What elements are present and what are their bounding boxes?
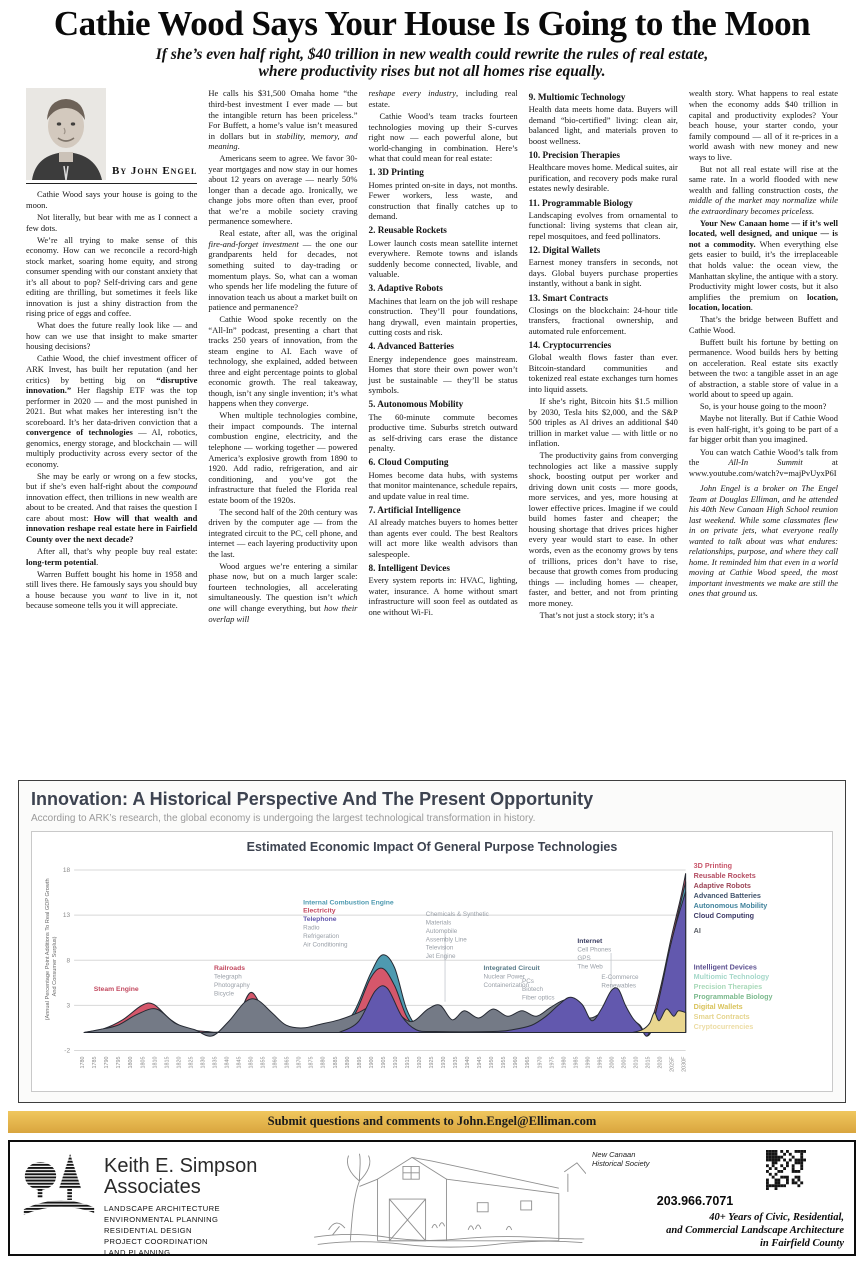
x-tick-label: 1805 bbox=[140, 1056, 147, 1070]
paragraph: Landscaping evolves from ornamental to functional: living systems that clean air, repel mosquitoes, and feed pollinators. bbox=[528, 209, 678, 241]
paragraph: But not all real estate will rise at the same rate. In a world flooded with new wealth and falling construction costs, the middle of the market may normalize while the extraordinary becomes priceless. bbox=[688, 163, 838, 216]
x-tick-label: 1870 bbox=[296, 1056, 303, 1070]
paragraph: Wood argues we’re entering a similar phase now, but on a much larger scale: fourteen technologies, all accelerating simultaneously. The question isn’t which one will change everything, but how their overlap will bbox=[208, 560, 358, 624]
legend-item: Advanced Batteries bbox=[693, 891, 761, 901]
paragraph: The productivity gains from converging technologies act like a massive supply shock, boosting output per worker and driving down unit costs — more goods, more services, and yes, more housing at lower effective prices. Imagine if we could build homes faster and cheaper; the housing shortage that drives prices higher every year would start to ease. In other words, even as the economy grows by tens of trillions, prices don’t have to rise, because that growth comes from producing things — including homes — cheaper, faster, and better, and not from printing more money. bbox=[528, 450, 678, 608]
y-tick-label: 8 bbox=[66, 957, 71, 965]
innovation-chart-section bbox=[18, 780, 846, 1103]
service-item: ENVIRONMENTAL PLANNING bbox=[104, 1215, 219, 1225]
plot-box bbox=[31, 831, 833, 1092]
chart-annotation: Radio bbox=[303, 925, 320, 933]
chart-annotation: Internet bbox=[577, 938, 603, 946]
x-tick-label: 1955 bbox=[501, 1056, 508, 1070]
x-tick-label: 1790 bbox=[104, 1056, 111, 1070]
email-link[interactable]: John.Engel@Elliman.com bbox=[456, 1114, 597, 1129]
paragraph: You can watch Cathie Wood’s talk from the All-In Summit at www.youtube.com/watch?v=majPvUyxP6I bbox=[688, 446, 838, 478]
legend-item: Precision Therapies bbox=[693, 982, 763, 992]
chart-annotation: Chemicals & Synthetic bbox=[425, 911, 489, 919]
landscape-logo-icon bbox=[22, 1148, 96, 1226]
gpt-impact-area-chart bbox=[36, 854, 828, 1091]
chart-annotation: Internal Combustion Engine bbox=[303, 899, 394, 907]
paragraph: Global wealth flows faster than ever. Bitcoin-standard communities and tokenized real estate exchanges turn homes into liquid assets. bbox=[528, 352, 678, 394]
x-tick-label: 2020 bbox=[657, 1056, 664, 1070]
chart-section-title: Innovation: A Historical Perspective And The Present Opportunity bbox=[31, 789, 594, 810]
caption-line2: Historical Society bbox=[592, 1159, 650, 1169]
paragraph: After all, that’s why people buy real estate: long-term potential. bbox=[26, 546, 198, 567]
caption-line1: New Canaan bbox=[592, 1150, 636, 1160]
chart-annotation: E-Commerce bbox=[601, 974, 639, 982]
phone-number[interactable]: 203.966.7071 bbox=[656, 1194, 734, 1209]
paragraph: wealth story. What happens to real estate when the economy adds $40 trillion in capital and productivity explodes? Your beach house, your starter condo, your family compound — all of it re-prices in a world awash with new money and new ways to live. bbox=[688, 88, 838, 162]
x-tick-label: 2025F bbox=[669, 1056, 676, 1073]
advertiser-contact bbox=[592, 1148, 844, 1250]
chart-annotation: PCs bbox=[522, 978, 534, 986]
list-item-heading: 12. Digital Wallets bbox=[528, 245, 601, 255]
paragraph: John Engel is a broker on The Engel Team at Douglas Elliman, and he attended his 40th New Canaan High School reunion last weekend. While some classmates flew in on private jets, what everyone really wanted to talk about was what endures: relationships, purpose, and where they call home. It reminded him that even in a world moving at Cathie Wood speed, the most important investments we make are still the ones that ground us. bbox=[688, 483, 838, 599]
chart-annotation: Materials bbox=[425, 919, 452, 927]
y-tick-label: 13 bbox=[62, 912, 71, 920]
legend-item: Autonomous Mobility bbox=[693, 901, 768, 911]
paragraph: What does the future really look like — and how can we use that insight to make smarter housing decisions? bbox=[26, 320, 198, 352]
x-tick-label: 1800 bbox=[128, 1056, 135, 1070]
byline-block bbox=[26, 88, 197, 184]
page-title: Cathie Wood Says Your House Is Going to the Moon bbox=[53, 4, 811, 43]
x-tick-label: 1925 bbox=[429, 1056, 436, 1070]
x-tick-label: 1810 bbox=[152, 1056, 159, 1070]
list-item-heading: 2. Reusable Rockets bbox=[368, 225, 447, 236]
legend-item: Cryptocurrencies bbox=[693, 1022, 754, 1032]
x-tick-label: 1985 bbox=[573, 1056, 580, 1070]
article-column-2 bbox=[208, 88, 357, 776]
x-tick-label: 1995 bbox=[597, 1056, 604, 1070]
legend-item: AI bbox=[693, 926, 701, 936]
chart-annotation: Railroads bbox=[214, 965, 246, 973]
article-body bbox=[26, 88, 838, 776]
paragraph: AI already matches buyers to homes better than agents ever could. The best Realtors will act more like wealth advisors than salespeople. bbox=[368, 517, 518, 559]
article-column-5 bbox=[689, 88, 838, 776]
paragraph: Lower launch costs mean satellite internet everywhere. Remote towns and islands suddenly become connected, livable, and valuable. bbox=[368, 237, 518, 280]
paragraph: Real estate, after all, was the original fire-and-forget investment — the one our grandparents held for decades, not something suited to day-trading or momentum plays. So, what can a woman who spends her life modeling the future of innovation teach us about a market built on patience and permanence? bbox=[208, 228, 358, 313]
paragraph: Closings on the blockchain: 24-hour title transfers, fractional ownership, and automated rule enforcement. bbox=[528, 304, 678, 336]
paragraph: Cathie Wood says your house is going to the moon. bbox=[26, 189, 198, 210]
chart-annotation: Telephone bbox=[303, 916, 337, 924]
x-tick-label: 1915 bbox=[404, 1056, 411, 1070]
paragraph: That’s not just a stock story; it’s a bbox=[539, 609, 655, 620]
y-axis-label-line2: And Consumer Surplus) bbox=[52, 936, 59, 997]
paragraph: Cathie Wood, the chief investment officer of ARK Invest, has built her reputation (and her critics) by betting big on “disruptive innovation.” Her flagship ETF was the top performer in 2020 — and the most punished in 2021. But what makes her interesting isn’t the scoreboard. It’s her data-driven conviction that a convergence of technologies — AI, robotics, genomics, energy storage, and blockchain — will multiply productivity across every sector of the economy. bbox=[26, 353, 198, 469]
x-tick-label: 1855 bbox=[260, 1056, 267, 1070]
legend-item: 3D Printing bbox=[693, 861, 733, 871]
list-item-heading: 5. Autonomous Mobility bbox=[368, 399, 464, 410]
x-tick-label: 1935 bbox=[453, 1056, 460, 1070]
x-tick-label: 1845 bbox=[236, 1056, 243, 1070]
article-column-3 bbox=[369, 88, 518, 776]
chart-annotation: Assembly Line bbox=[425, 936, 467, 944]
list-item-heading: 4. Advanced Batteries bbox=[368, 341, 455, 352]
x-tick-label: 1940 bbox=[465, 1056, 472, 1070]
legend-item: Cloud Computing bbox=[693, 911, 755, 921]
x-tick-label: 1945 bbox=[477, 1056, 484, 1070]
chart-annotation: GPS bbox=[577, 955, 591, 963]
x-tick-label: 1920 bbox=[416, 1056, 423, 1070]
x-tick-label: 1910 bbox=[392, 1056, 399, 1070]
paragraph: So, is your house going to the moon? bbox=[699, 401, 827, 412]
legend-item: Intelligent Devices bbox=[693, 962, 757, 972]
service-item: LAND PLANNING bbox=[104, 1248, 171, 1258]
x-tick-label: 2010 bbox=[633, 1056, 640, 1070]
x-tick-label: 1970 bbox=[537, 1056, 544, 1070]
x-tick-label: 1980 bbox=[561, 1056, 568, 1070]
x-tick-label: 1830 bbox=[200, 1056, 207, 1070]
contact-banner bbox=[8, 1111, 856, 1133]
list-item-heading: 6. Cloud Computing bbox=[368, 457, 449, 468]
tagline-line3: in Fairfield County bbox=[759, 1238, 844, 1250]
legend-item: Multiomic Technology bbox=[693, 972, 770, 982]
banner-text: Submit questions and comments to bbox=[267, 1114, 457, 1129]
x-tick-label: 1820 bbox=[176, 1056, 183, 1070]
x-tick-label: 1960 bbox=[513, 1056, 520, 1070]
chart-annotation: Air Conditioning bbox=[303, 941, 348, 949]
paragraph: Healthcare moves home. Medical suites, air purification, and recovery pods make rural estates newly desirable. bbox=[528, 162, 678, 194]
tagline-line1: 40+ Years of Civic, Residential, bbox=[709, 1212, 844, 1224]
paragraph: Homes printed on-site in days, not months. Fewer workers, less waste, and construction that finally catches up to demand. bbox=[368, 179, 518, 222]
x-tick-label: 1895 bbox=[356, 1056, 363, 1070]
paragraph: Maybe not literally. But if Cathie Wood is even half-right, it’s going to be part of a far bigger orbit than you imagined. bbox=[688, 413, 838, 445]
paragraph: Earnest money transfers in seconds, not days. Global buyers purchase properties instantly, without a bank in sight. bbox=[528, 257, 678, 289]
paragraph: The 60-minute commute becomes productive time. Suburbs stretch outward as self-driving cars erase the distance penalty. bbox=[368, 411, 518, 454]
x-tick-label: 1825 bbox=[188, 1056, 195, 1070]
paragraph: Cathie Wood spoke recently on the “All-In” podcast, presenting a chart that tracks 250 years of innovation, from the steam engine to AI. Each wave of technology, she explained, added between three and eight percentage points to global economic growth. The real takeaway, though, isn’t any single invention; it’s what happens when they converge. bbox=[208, 314, 358, 409]
services-list bbox=[104, 1203, 257, 1258]
chart-annotation: Telegraph bbox=[214, 974, 242, 982]
chart-annotation: Steam Engine bbox=[93, 986, 139, 994]
x-tick-label: 1965 bbox=[525, 1056, 532, 1070]
x-tick-label: 1880 bbox=[320, 1056, 327, 1070]
paragraph: Buffett built his fortune by betting on permanence. Wood builds hers by betting on acceleration. Real estate sits exactly between the two: a tangible asset in an age of abstraction, a stable store of value in a world about to speed up again. bbox=[688, 336, 838, 400]
chart-annotation: Bicycle bbox=[214, 990, 235, 998]
y-tick-label: 3 bbox=[66, 1002, 71, 1010]
sketch-caption bbox=[592, 1150, 672, 1168]
x-tick-label: 1785 bbox=[92, 1056, 99, 1070]
paragraph: She may be early or wrong on a few stocks, but if she’s even half-right about the compound innovation effect, then trillions in new wealth are about to be created. And that raises the question I care about most: How will that wealth and innovation reshape real estate here in Fairfield County over the next decade? bbox=[26, 470, 198, 544]
paragraph: He calls his $31,500 Omaha home “the third-best investment I ever made — but the intangible return has been priceless.” For Buffett, a home’s value isn’t measured in dollars but in stability, memory, and meaning. bbox=[208, 88, 358, 152]
x-tick-label: 1865 bbox=[284, 1056, 291, 1070]
x-tick-label: 1875 bbox=[308, 1056, 315, 1070]
advertiser-identity bbox=[22, 1148, 290, 1258]
legend-item: Adaptive Robots bbox=[693, 881, 751, 891]
list-item-heading: 13. Smart Contracts bbox=[528, 292, 609, 303]
company-name-line2: Associates bbox=[104, 1176, 201, 1199]
legend-item: Programmable Biology bbox=[693, 992, 773, 1002]
byline: By John Engel bbox=[112, 164, 198, 177]
article-column-1 bbox=[26, 88, 197, 776]
y-tick-label: -2 bbox=[64, 1047, 71, 1055]
subtitle-line-2: where productivity rises but not all homes rise equally. bbox=[258, 63, 606, 81]
qr-code-icon bbox=[766, 1150, 806, 1190]
advertiser-footer bbox=[8, 1140, 856, 1256]
x-tick-label: 1840 bbox=[224, 1056, 231, 1070]
x-tick-label: 1890 bbox=[344, 1056, 351, 1070]
service-item: PROJECT COORDINATION bbox=[104, 1237, 208, 1247]
x-tick-label: 2015 bbox=[645, 1056, 652, 1070]
company-name-line1: Keith E. Simpson bbox=[104, 1155, 258, 1178]
chart-annotation: Biotech bbox=[522, 986, 544, 994]
x-tick-label: 1795 bbox=[116, 1056, 123, 1070]
chart-annotation: Nuclear Power bbox=[483, 974, 525, 982]
paragraph: Health data meets home data. Buyers will demand “bio-certified” living: clean air, balanced light, and materials proven to boost wellness. bbox=[528, 104, 678, 146]
author-portrait bbox=[26, 88, 106, 180]
article-column-4 bbox=[529, 88, 678, 776]
service-item: LANDSCAPE ARCHITECTURE bbox=[104, 1204, 220, 1214]
chart-annotation: Television bbox=[425, 945, 454, 953]
service-item: RESIDENTIAL DESIGN bbox=[104, 1226, 192, 1236]
paragraph: If she’s right, Bitcoin hits $1.5 million by 2030, Tesla hits $2,000, and the S&P 500 triples as AI drives an additional $40 trillion in market value — with little or no inflation. bbox=[528, 396, 678, 449]
chart-annotation: Integrated Circuit bbox=[483, 965, 540, 973]
paragraph: When multiple technologies combine, their impact compounds. The internal combustion engine, electricity, and the telephone — working together — powered America’s explosive growth from 1890 to 1920. Add radio, refrigeration, and air conditioning, and you’ve got the infrastructure that fueled the Florida real estate boom of the 1920s. bbox=[208, 410, 358, 505]
subtitle-line-1: If she’s even half right, $40 trillion in new wealth could rewrite the rules of real estate, bbox=[155, 45, 709, 63]
legend-item: Reusable Rockets bbox=[693, 871, 756, 881]
chart-annotation: Refrigeration bbox=[303, 933, 340, 941]
tagline bbox=[592, 1211, 844, 1250]
x-tick-label: 1900 bbox=[368, 1056, 375, 1070]
paragraph: Homes become data hubs, with systems that monitor maintenance, schedule repairs, and update value in real time. bbox=[368, 469, 518, 501]
y-axis-label-line1: (Annual Percentage Point Additions To Real GDP Growth bbox=[45, 878, 52, 1021]
x-tick-label: 1860 bbox=[272, 1056, 279, 1070]
x-tick-label: 1780 bbox=[80, 1056, 87, 1070]
legend-item: Digital Wallets bbox=[693, 1002, 743, 1012]
x-tick-label: 1975 bbox=[549, 1056, 556, 1070]
paragraph: Americans seem to agree. We favor 30-year mortgages and now stay in our homes about 12 years on average — nearly 50% longer than a decade ago. Ironically, we change jobs more often than ever, proof that we’re a mobile society craving permanence somewhere. bbox=[208, 153, 358, 227]
x-tick-label: 2005 bbox=[621, 1056, 628, 1070]
x-tick-label: 2030F bbox=[681, 1056, 688, 1073]
paragraph: Your New Canaan home — if it’s well located, well designed, and unique — is not a commodity. When everything else gets easier to build, it’s the irreplaceable that holds value: the ocean view, the Manhattan skyline, the antique with a story. Productivity might lower costs, but it also amplifies the premium on location, location, location. bbox=[688, 217, 838, 313]
chart-section-subtitle: According to ARK’s research, the global economy is undergoing the largest technological transformation in history. bbox=[31, 813, 536, 825]
x-tick-label: 1950 bbox=[489, 1056, 496, 1070]
paragraph: Not literally, but bear with me as I connect a few dots. bbox=[26, 212, 198, 233]
paragraph: We’re all trying to make sense of this economy. How can we reconcile a record-high stock market, soaring home equity, and strong consumer spending with our constant anxiety that it’s all about to pop? Self-driving cars and gene editing are thrilling, but sometimes it feels like innovation is just a shiny distraction from the rising price of eggs and coffee. bbox=[26, 234, 198, 319]
chart-annotation: Jet Engine bbox=[425, 953, 456, 961]
list-item-heading: 7. Artificial Intelligence bbox=[368, 504, 461, 515]
chart-annotation: Cell Phones bbox=[577, 947, 612, 955]
chart-annotation: Containerization bbox=[483, 982, 530, 990]
plot-title: Estimated Economic Impact Of General Purpose Technologies bbox=[246, 840, 618, 855]
x-tick-label: 1905 bbox=[380, 1056, 387, 1070]
paragraph: Cathie Wood’s team tracks fourteen technologies moving up their S-curves right now — each powerful alone, but world-changing in combination. Here’s what that could mean for real estate: bbox=[368, 111, 518, 164]
paragraph: reshape every industry, including real estate. bbox=[368, 88, 518, 109]
x-tick-label: 1835 bbox=[212, 1056, 219, 1070]
list-item-heading: 9. Multiomic Technology bbox=[528, 91, 626, 102]
chart-canvas bbox=[36, 854, 828, 1091]
chart-annotation: The Web bbox=[577, 963, 603, 971]
x-tick-label: 2000 bbox=[609, 1056, 616, 1070]
legend-item: Smart Contracts bbox=[693, 1012, 750, 1022]
barn-sketch-image bbox=[296, 1148, 586, 1252]
paragraph: Machines that learn on the job will reshape construction. They’ll pour foundations, hang drywall, even maintain properties, cutting costs and risk. bbox=[368, 295, 518, 338]
list-item-heading: 10. Precision Therapies bbox=[528, 150, 620, 160]
paragraph: Energy independence goes mainstream. Homes that store their own power won’t just be sustainable — they’ll be status symbols. bbox=[368, 353, 518, 396]
list-item-heading: 8. Intelligent Devices bbox=[368, 562, 450, 573]
company-name bbox=[104, 1156, 257, 1198]
paragraph: Warren Buffett bought his home in 1958 and still lives there. He famously says you should buy a house because you want to live in it, not because someone tells you it will appreciate. bbox=[26, 568, 198, 611]
list-item-heading: 3. Adaptive Robots bbox=[368, 283, 443, 294]
tagline-line2: and Commercial Landscape Architecture bbox=[666, 1225, 844, 1237]
historical-society-sketch bbox=[296, 1148, 586, 1250]
caption-qr-row bbox=[592, 1148, 844, 1190]
paragraph: The second half of the 20th century was driven by the computer age — from the integrated circuit to the PC, cell phone, and internet — each layering productivity upon the last. bbox=[208, 506, 358, 559]
y-tick-label: 18 bbox=[62, 867, 71, 875]
chart-annotation: Fiber optics bbox=[522, 995, 555, 1003]
list-item-heading: 14. Cryptocurrencies bbox=[528, 340, 612, 350]
chart-annotation: Renewables bbox=[601, 983, 637, 991]
chart-annotation: Automobile bbox=[425, 928, 458, 936]
list-item-heading: 1. 3D Printing bbox=[368, 167, 424, 178]
paragraph: Every system reports in: HVAC, lighting, water, insurance. A home without smart infrastructure will soon feel as outdated as one without Wi-Fi. bbox=[368, 575, 518, 617]
x-tick-label: 1930 bbox=[441, 1056, 448, 1070]
paragraph: That’s the bridge between Buffett and Cathie Wood. bbox=[688, 314, 838, 335]
list-item-heading: 11. Programmable Biology bbox=[528, 197, 633, 208]
x-tick-label: 1815 bbox=[164, 1056, 171, 1070]
x-tick-label: 1990 bbox=[585, 1056, 592, 1070]
x-tick-label: 1885 bbox=[332, 1056, 339, 1070]
chart-annotation: Photography bbox=[214, 982, 250, 990]
x-tick-label: 1850 bbox=[248, 1056, 255, 1070]
chart-annotation: Electricity bbox=[303, 908, 336, 916]
